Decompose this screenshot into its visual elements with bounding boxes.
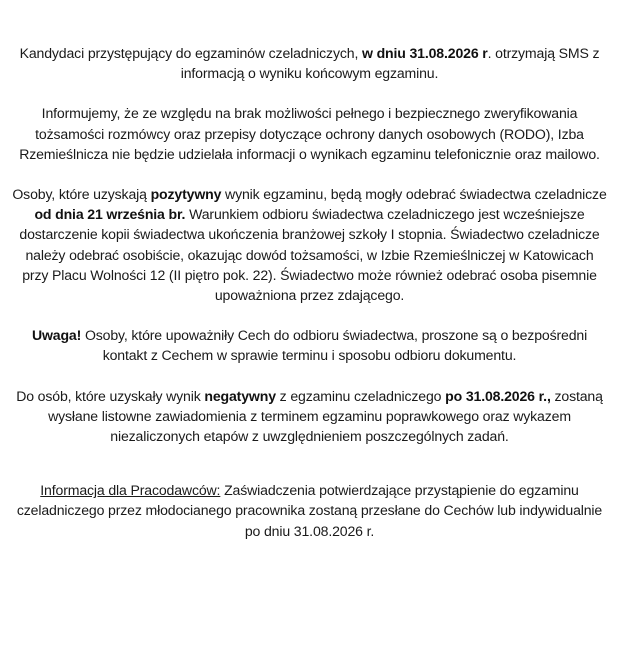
rodo-notice-paragraph [12, 103, 607, 164]
employer-info-heading: Informacja dla Pracodawców: [40, 482, 221, 499]
positive-result-keyword: pozytywny [150, 186, 222, 203]
warning-paragraph [12, 325, 607, 365]
negative-result-date: po 31.08.2026 r., [445, 387, 551, 404]
negative-result-keyword: negatywny [204, 387, 276, 404]
positive-result-text-3: Warunkiem odbioru świadectwa czeladniczego jest wcześniejsze dostarczenie kopii świadectwa ukończenia branżowej szkoły I stopnia. Świadectwo czeladnicze należy odebrać osobiście, okazując dowód tożsamości, w Izbie Rzemieślniczej w Katowicach przy Placu Wolności 12 (II piętro pok. 22). Świadectwo może również odebrać osoba pisemnie upoważniona przez zdającego. [19, 206, 600, 304]
negative-result-paragraph [12, 386, 607, 447]
sms-notice-text-1: Kandydaci przystępujący do egzaminów czeladniczych, [19, 45, 362, 61]
paragraph-spacer [12, 305, 607, 325]
paragraph-spacer [12, 164, 607, 184]
employer-info-paragraph [12, 480, 607, 541]
paragraph-spacer-large [12, 446, 607, 480]
sms-notice-date: w dniu 31.08.2026 r [361, 45, 488, 61]
positive-result-text-1: Osoby, które uzyskają [12, 186, 151, 203]
negative-result-text-1: Do osób, które uzyskały wynik [16, 387, 205, 404]
employer-info-text: Zaświadczenia potwierdzające przystąpienie do egzaminu czeladniczego przez młodocianego pracownika zostaną przesłane do Cechów lub indywidualnie po dniu 31.08.2026 r. [16, 482, 603, 539]
sms-notice-paragraph [12, 43, 607, 83]
paragraph-spacer [12, 366, 607, 386]
warning-text: Osoby, które upoważniły Cech do odbioru świadectwa, proszone są o bezpośredni kontakt z Cechem w sprawie terminu i sposobu odbioru dokumentu. [81, 327, 588, 364]
warning-label: Uwaga! [31, 327, 82, 344]
positive-result-text-2: wynik egzaminu, będą mogły odebrać świadectwa czeladnicze [221, 186, 607, 203]
paragraph-spacer [12, 83, 607, 103]
negative-result-text-3: zostaną wysłane listowne zawiadomienia z terminem egzaminu poprawkowego oraz wykazem niezaliczonych etapów z uwzględnieniem poszczególnych zadań. [48, 387, 603, 445]
certificate-pickup-date: od dnia 21 września br. [34, 206, 186, 223]
positive-result-paragraph [12, 184, 607, 305]
rodo-notice-text: Informujemy, że ze względu na brak możliwości pełnego i bezpiecznego zweryfikowania tożsamości rozmówcy oraz przepisy dotyczące ochrony danych osobowych (RODO), Izba Rzemieślnicza nie będzie udzielała informacji o wynikach egzaminu telefonicznie oraz mailowo. [19, 105, 600, 162]
sms-notice-text-2: . otrzymają SMS z informacją o wyniku końcowym egzaminu. [180, 45, 600, 82]
negative-result-text-2: z egzaminu czeladniczego [275, 387, 446, 404]
